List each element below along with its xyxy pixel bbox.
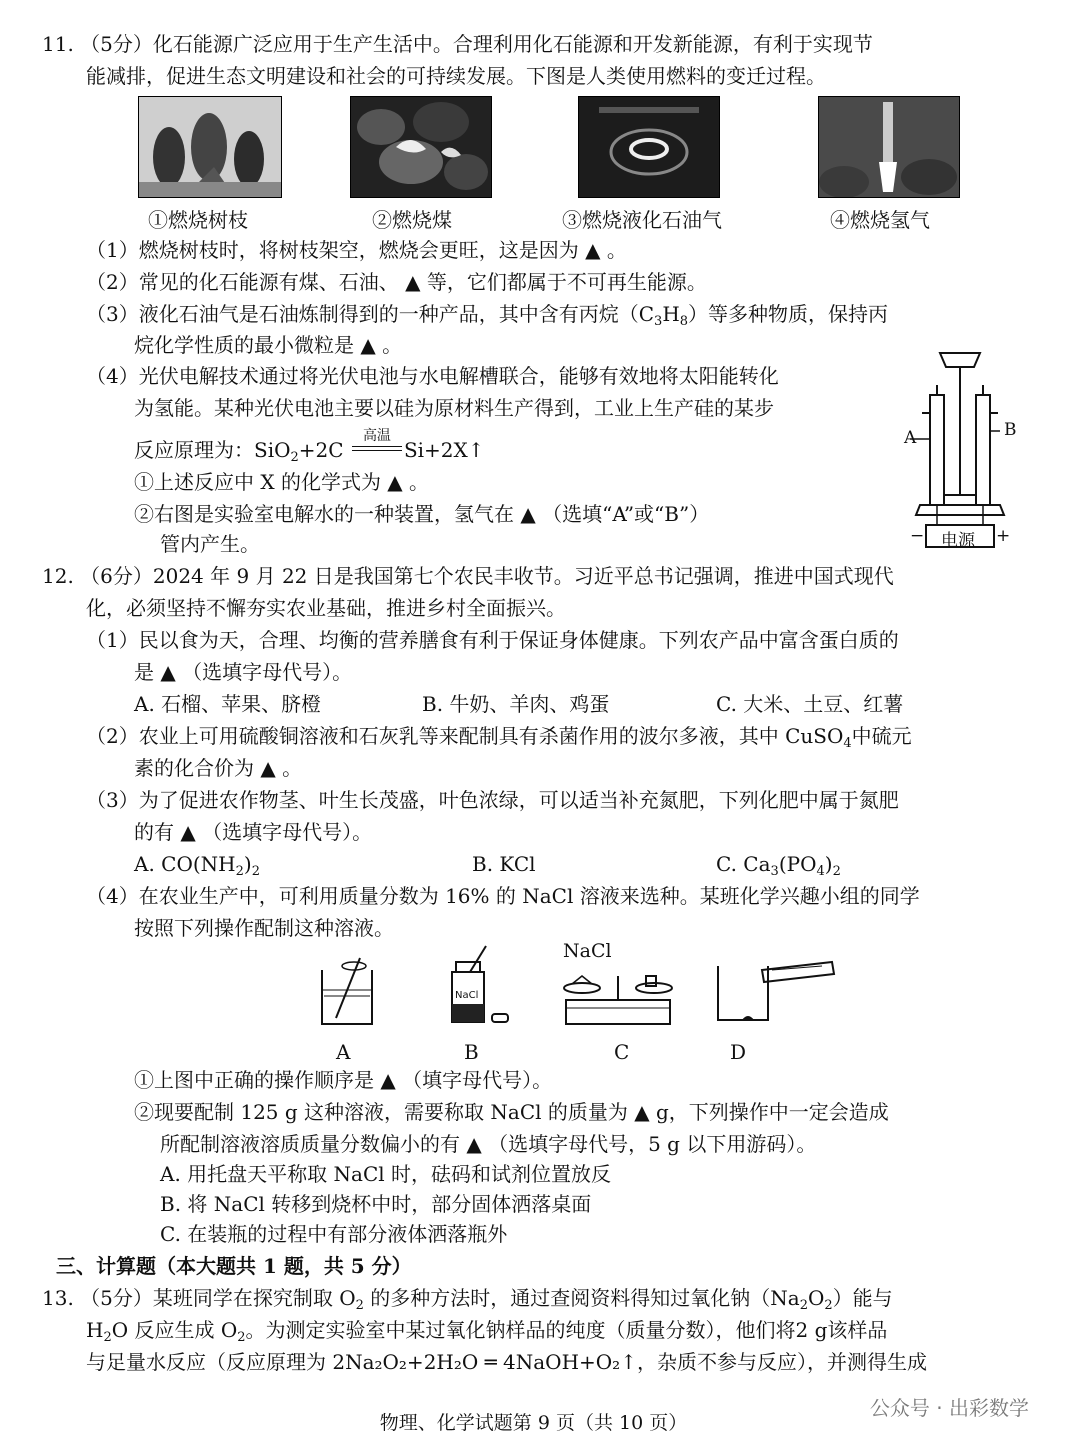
figure-c-balance — [558, 962, 678, 1032]
q12-step1: ①上图中正确的操作顺序是 ▲ （填字母代号）。 — [134, 1068, 553, 1092]
balance-label: NaCl — [563, 940, 612, 962]
q13-line2: $H_2O$ 反应生成 $O_2$。为测定实验室中某过氧化钠样品的纯度（质量分数），他们将2 g该样品 — [86, 1318, 888, 1345]
q12-opt-b: B. 牛奶、羊肉、鸡蛋 — [422, 692, 610, 716]
q12-part4a: （4）在农业生产中，可利用质量分数为 16% 的 NaCl 溶液来选种。某班化学兴趣小组的同学 — [86, 884, 920, 908]
figure-label-d: D — [730, 1040, 747, 1064]
q12-part1a: （1）民以食为天，合理、均衡的营养膳食有利于保证身体健康。下列农产品中富含蛋白质的 — [86, 628, 899, 652]
page-footer: 物理、化学试题第 9 页（共 10 页） — [379, 1412, 688, 1434]
figure-d-pouring-cylinder — [712, 952, 842, 1032]
q12-part1b: 是 ▲ （选填字母代号）。 — [134, 660, 353, 684]
q11-part4b: 为氢能。某种光伏电池主要以硅为原材料生产得到，工业上生产硅的某步 — [134, 396, 774, 420]
q11-part4a: （4）光伏电解技术通过将光伏电池与水电解槽联合，能够有效地将太阳能转化 — [86, 364, 779, 388]
electrolysis-apparatus-diagram — [900, 345, 1020, 555]
image-burning-lpg — [578, 96, 720, 198]
q12-step2b: 所配制溶液溶质质量分数偏小的有 ▲ （选填字母代号，5 g 以下用游码）。 — [160, 1132, 817, 1156]
q12-step2a: ②现要配制 125 g 这种溶液，需要称取 NaCl 的质量为 ▲ g，下列操作中一定会造成 — [134, 1100, 889, 1124]
caption-1: ①燃烧树枝 — [148, 208, 248, 232]
q11-part3b: 烷化学性质的最小微粒是 ▲ 。 — [134, 333, 403, 357]
q12-opt-a: A. 石榴、苹果、脐橙 — [134, 692, 322, 716]
bottle-label: NaCl — [455, 990, 479, 1001]
q11-part2: （2）常见的化石能源有煤、石油、 ▲ 等，它们都属于不可再生能源。 — [86, 270, 707, 294]
caption-2: ②燃烧煤 — [372, 208, 452, 232]
apparatus-label-plus: + — [996, 526, 1011, 546]
q11-line1: 11. （5分）化石能源广泛应用于生产生活中。合理利用化石能源和开发新能源，有利于实现节 — [42, 32, 873, 56]
q13-line3: 与足量水反应（反应原理为 2Na₂O₂+2H₂O ═ 4NaOH+O₂↑，杂质不参与反应），并测得生成 — [86, 1350, 927, 1374]
q12-line2: 化，必须坚持不懈夯实农业基础，推进乡村全面振兴。 — [86, 596, 566, 620]
q12-part4b: 按照下列操作配制这种溶液。 — [134, 916, 394, 940]
apparatus-label-power: 电源 — [941, 531, 975, 551]
image-burning-hydrogen — [818, 96, 960, 198]
q12-step2-opt-b: B. 将 NaCl 转移到烧杯中时，部分固体洒落桌面 — [160, 1192, 592, 1216]
q11-part1: （1）燃烧树枝时，将树枝架空，燃烧会更旺，这是因为 ▲ 。 — [86, 238, 627, 262]
q11-line2: 能减排，促进生态文明建设和社会的可持续发展。下图是人类使用燃料的变迁过程。 — [86, 64, 826, 88]
figure-label-b: B — [464, 1040, 479, 1064]
q11-part4d: ①上述反应中 X 的化学式为 ▲ 。 — [134, 470, 430, 494]
q12-step2-opt-a: A. 用托盘天平称取 NaCl 时，砝码和试剂位置放反 — [160, 1162, 611, 1186]
figure-a-stirring-beaker — [312, 950, 382, 1030]
watermark: 公众号 · 出彩数学 — [869, 1396, 1029, 1420]
figure-label-a: A — [336, 1040, 351, 1064]
q12-step2-opt-c: C. 在装瓶的过程中有部分液体洒落瓶外 — [160, 1222, 508, 1246]
q11-part4c: 反应原理为：SiO$_2$+2C 高温 Si+2X↑ — [134, 428, 485, 465]
q12-fert-b: B. KCl — [472, 852, 536, 876]
q13-line1: 13. （5分）某班同学在探究制取 $O_2$ 的多种方法时，通过查阅资料得知过氧化钠$(Na_2O_2)$能与 — [42, 1286, 893, 1313]
section-3-heading: 三、计算题（本大题共 1 题，共 5 分） — [56, 1254, 412, 1278]
image-burning-coal — [350, 96, 492, 198]
figure-label-c: C — [614, 1040, 630, 1064]
image-burning-branches — [138, 96, 282, 198]
q12-line1: 12. （6分）2024 年 9 月 22 日是我国第七个农民丰收节。习近平总书记强调，推进中国式现代 — [42, 564, 894, 588]
q11-part4f: 管内产生。 — [160, 532, 260, 556]
figure-b-reagent-bottle — [440, 942, 520, 1032]
q12-opt-c: C. 大米、土豆、红薯 — [716, 692, 904, 716]
q12-part3b: 的有 ▲ （选填字母代号）。 — [134, 820, 373, 844]
q11-part3a: （3）液化石油气是石油炼制得到的一种产品，其中含有丙烷$(C_3H_8)$等多种物质，保持丙 — [86, 302, 889, 329]
q12-part3a: （3）为了促进农作物茎、叶生长茂盛，叶色浓绿，可以适当补充氮肥，下列化肥中属于氮肥 — [86, 788, 899, 812]
caption-4: ④燃烧氢气 — [830, 208, 930, 232]
caption-3: ③燃烧液化石油气 — [562, 208, 722, 232]
q11-part4e: ②右图是实验室电解水的一种装置，氢气在 ▲ （选填“A”或“B”） — [134, 502, 710, 526]
apparatus-label-a: A — [904, 428, 917, 448]
apparatus-label-b: B — [1004, 420, 1017, 440]
q12-fert-a: A. $CO(NH_2)_2$ — [134, 852, 260, 879]
apparatus-label-minus: − — [910, 526, 925, 546]
q12-part2a: （2）农业上可用硫酸铜溶液和石灰乳等来配制具有杀菌作用的波尔多液，其中 CuSO$_4$中硫元 — [86, 724, 912, 751]
q12-fert-c: C. $Ca_3(PO_4)_2$ — [716, 852, 841, 879]
q12-part2b: 素的化合价为 ▲ 。 — [134, 756, 303, 780]
